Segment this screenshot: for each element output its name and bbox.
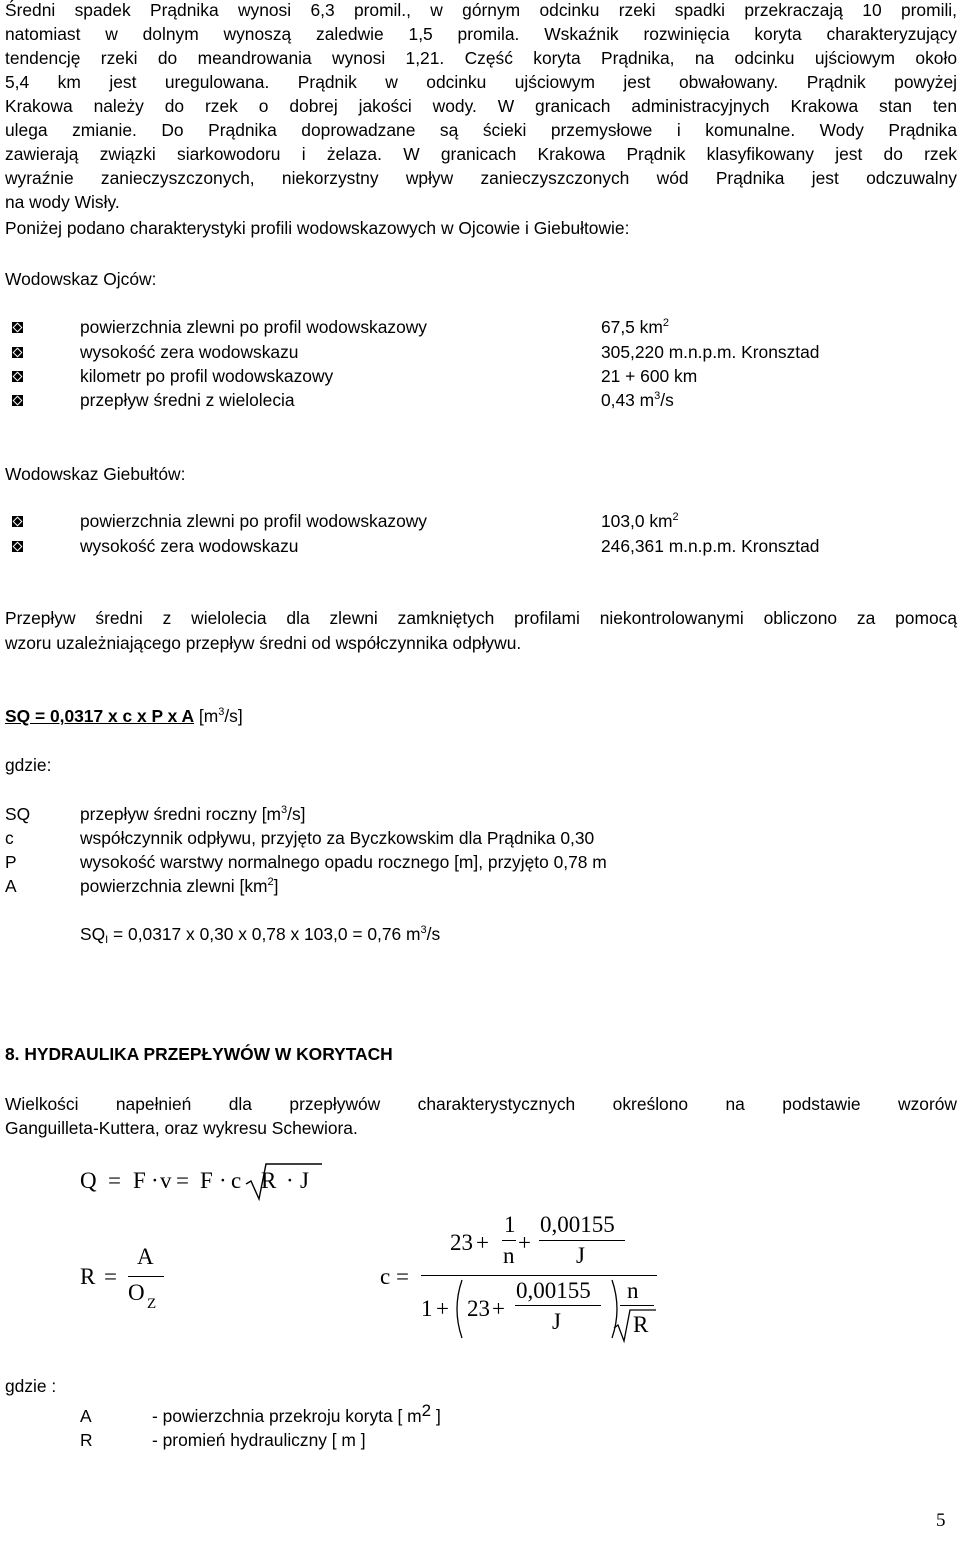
def-symbol: R [80,1430,93,1450]
list-item [0,366,960,390]
item-label: wysokość zera wodowskazu [80,536,299,556]
ojcow-heading: Wodowskaz Ojców: [5,269,157,289]
formula-main: SQ = 0,0317 x c x P x A [5,706,195,726]
sq-calculation: $SQ_I = 0,0317$ x 0,30 x 0,78 x 103,0 = 0,76 $m^3/s$ [80,924,441,946]
bullet-icon [12,541,23,552]
def-symbol: A [5,876,17,896]
profiles-intro: Poniżej podano charakterystyki profili wodowskazowych w Ojcowie i Giebułtowie: [5,218,630,238]
def-symbol: P [5,852,17,872]
gdzie-label: gdzie: [5,755,52,775]
def-symbol: c [5,828,14,848]
list-item [0,342,960,366]
bullet-icon [12,395,23,406]
def-text: wysokość warstwy normalnego opadu rocznego [m], przyjęto 0,78 m [80,852,607,872]
section-heading: 8. HYDRAULIKA PRZEPŁYWÓW W KORYTACH [5,1044,393,1064]
section-paragraph-line: Ganguilleta-Kuttera, oraz wykresu Schewiora. [5,1118,358,1138]
list-item [0,390,960,414]
flow-text-line: Przepływ średni z wielolecia dla zlewni zamkniętych profilami niekontrolowanymi obliczono za pomocą [5,608,957,628]
gdzie-label: gdzie : [5,1376,57,1396]
intro-line: zawierają związki siarkowodoru i żelaza. W granicach Krakowa Prądnik klasyfikowany jest do rzek [5,144,957,164]
item-value: 67,5 $km^2$ [601,317,669,337]
def-symbol: A [80,1406,92,1426]
list-item [0,317,960,341]
bullet-icon [12,347,23,358]
bullet-icon [12,322,23,333]
list-item [0,511,960,535]
intro-line: Średni spadek Prądnika wynosi 6,3 promil., w górnym odcinku rzeki spadki przekraczają 10 promili, [5,0,957,20]
def-text: przepływ średni roczny $[m^3/s]$ [80,804,306,824]
item-label: powierzchnia zlewni po profil wodowskazowy [80,511,428,531]
intro-line: 5,4 km jest uregulowana. Prądnik w odcinku ujściowym jest obwałowany. Prądnik powyżej [5,72,957,92]
def-text: powierzchnia zlewni $[km^2]$ [80,876,279,896]
sq-formula: SQ = 0,0317 x c x P x A $[m^3/s]$ [5,706,243,726]
bullet-icon [12,371,23,382]
item-value: 246,361 m.n.p.m. Kronsztad [601,536,820,556]
def-text: - powierzchnia przekroju koryta [ $m^2$ ] [152,1401,441,1426]
sqrt-icon [244,1162,324,1202]
def-text: - promień hydrauliczny [ m ] [152,1430,366,1450]
list-item [0,536,960,560]
flow-text-line: wzoru uzależniającego przepływ średni od współczynnika odpływu. [5,633,522,653]
page-number: 5 [936,1510,946,1531]
item-label: kilometr po profil wodowskazowy [80,366,334,386]
item-label: wysokość zera wodowskazu [80,342,299,362]
intro-line: Krakowa należy do rzek o dobrej jakości wody. W granicach administracyjnych Krakowa stan ten [5,96,957,116]
item-value: 21 + 600 km [601,366,698,386]
giebultow-heading: Wodowskaz Giebułtów: [5,464,186,484]
item-value: 305,220 m.n.p.m. Kronsztad [601,342,820,362]
def-text: współczynnik odpływu, przyjęto za Byczkowskim dla Prądnika 0,30 [80,828,595,848]
item-label: powierzchnia zlewni po profil wodowskazowy [80,317,428,337]
def-row [5,804,30,825]
intro-line: tendencję rzeki do meandrowania wynosi 1,21. Część koryta Prądnika, na odcinku ujściowym około [5,48,957,68]
def-symbol: SQ [5,804,31,824]
section-paragraph-line: Wielkości napełnień dla przepływów charakterystycznych określono na podstawie wzorów [5,1094,957,1114]
intro-line: wyraźnie zanieczyszczonych, niekorzystny wpływ zanieczyszczonych wód Prądnika jest odczuwalny [5,168,957,188]
item-value: 0,43 $m^3/s$ [601,390,674,410]
intro-line: natomiast w dolnym wynoszą zaledwie 1,5 promila. Wskaźnik rozwinięcia koryta charakteryzujący [5,24,957,44]
item-value: 103,0 $km^2$ [601,511,679,531]
item-label: przepływ średni z wielolecia [80,390,295,410]
intro-line: na wody Wisły. [5,192,120,212]
bullet-icon [12,516,23,527]
intro-line: ulega zmianie. Do Prądnika doprowadzane są ścieki przemysłowe i komunalne. Wody Prądnika [5,120,957,140]
